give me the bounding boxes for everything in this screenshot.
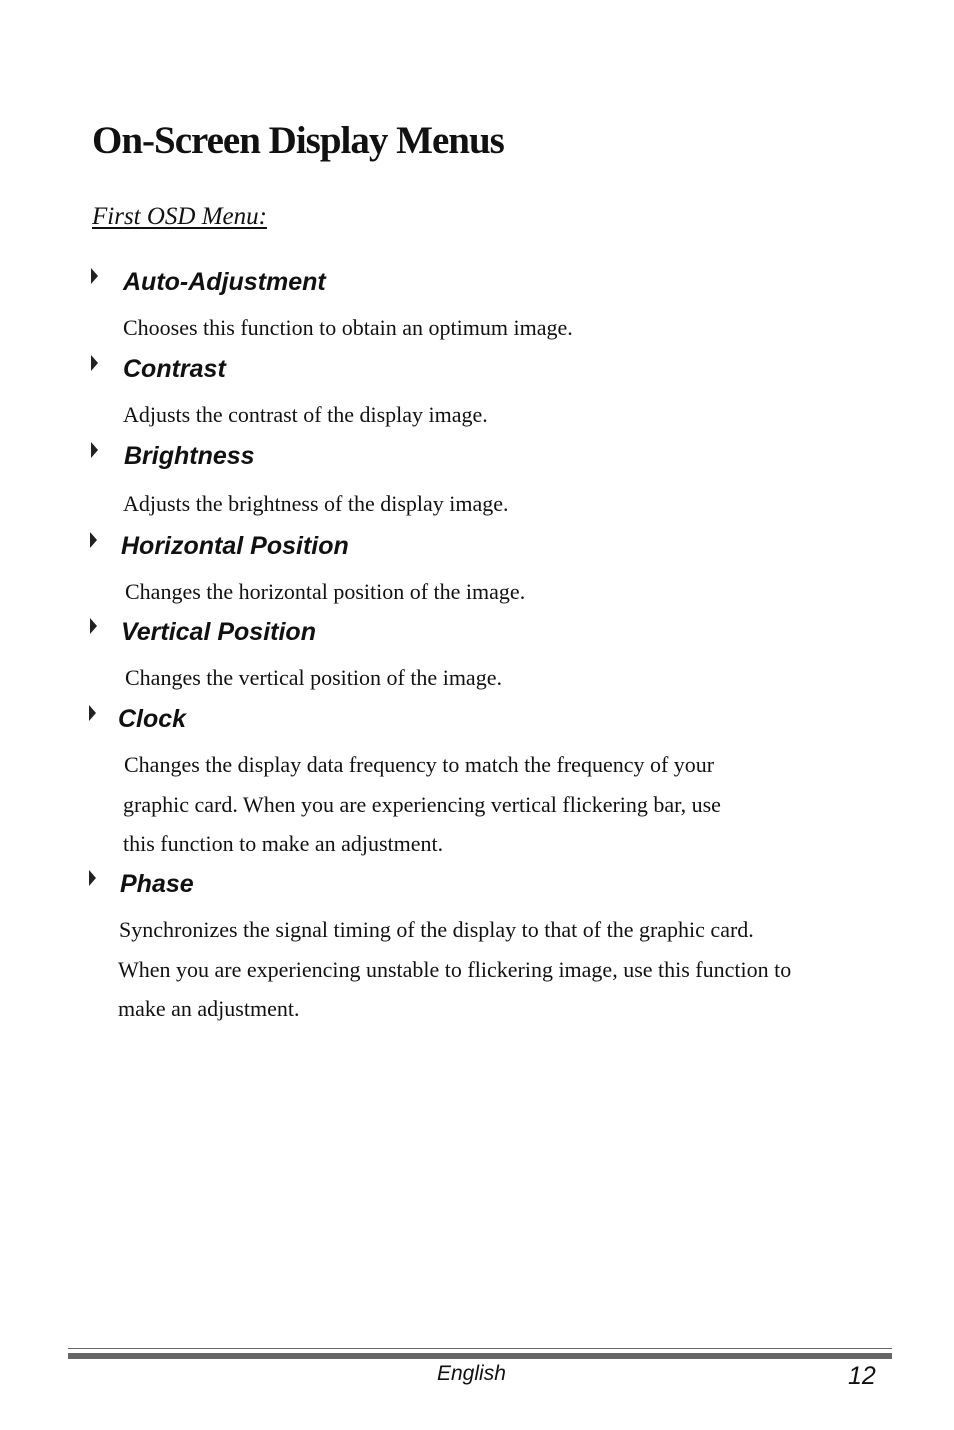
- menu-item-description: this function to make an adjustment.: [123, 831, 444, 856]
- menu-item-heading: Clock: [118, 705, 187, 733]
- menu-item-description: Adjusts the brightness of the display image.: [123, 491, 509, 516]
- menu-item-description: Chooses this function to obtain an optimum image.: [123, 315, 573, 340]
- menu-item-description: make an adjustment.: [118, 996, 300, 1021]
- bullet-arrow-icon: [89, 705, 96, 721]
- menu-item-description: Changes the horizontal position of the image.: [125, 579, 526, 604]
- bullet-arrow-icon: [90, 532, 97, 548]
- menu-item-description: When you are experiencing unstable to flickering image, use this function to: [118, 957, 792, 982]
- menu-item-description: Changes the display data frequency to match the frequency of your: [124, 752, 715, 777]
- menu-item-description: graphic card. When you are experiencing vertical flickering bar, use: [123, 792, 721, 817]
- menu-item-heading: Horizontal Position: [121, 532, 349, 560]
- menu-item-description: Adjusts the contrast of the display image.: [123, 402, 488, 427]
- menu-item-description: Changes the vertical position of the image.: [125, 665, 502, 690]
- page-number: 12: [848, 1362, 876, 1390]
- bullet-arrow-icon: [89, 870, 96, 886]
- menu-item-description: Synchronizes the signal timing of the display to that of the graphic card.: [119, 917, 754, 942]
- footer-divider: [68, 1348, 892, 1349]
- page-title: On-Screen Display Menus: [92, 119, 504, 162]
- menu-item-heading: Brightness: [124, 442, 255, 470]
- bullet-arrow-icon: [91, 355, 98, 371]
- bullet-arrow-icon: [91, 442, 98, 458]
- footer-divider-thick: [68, 1353, 892, 1359]
- menu-item-heading: Auto-Adjustment: [123, 268, 326, 296]
- bullet-arrow-icon: [90, 618, 97, 634]
- section-subtitle: First OSD Menu:: [92, 203, 267, 230]
- menu-item-heading: Contrast: [123, 355, 226, 383]
- footer-language: English: [437, 1362, 506, 1385]
- bullet-arrow-icon: [91, 268, 98, 284]
- menu-item-heading: Vertical Position: [121, 618, 316, 646]
- menu-item-heading: Phase: [120, 870, 194, 898]
